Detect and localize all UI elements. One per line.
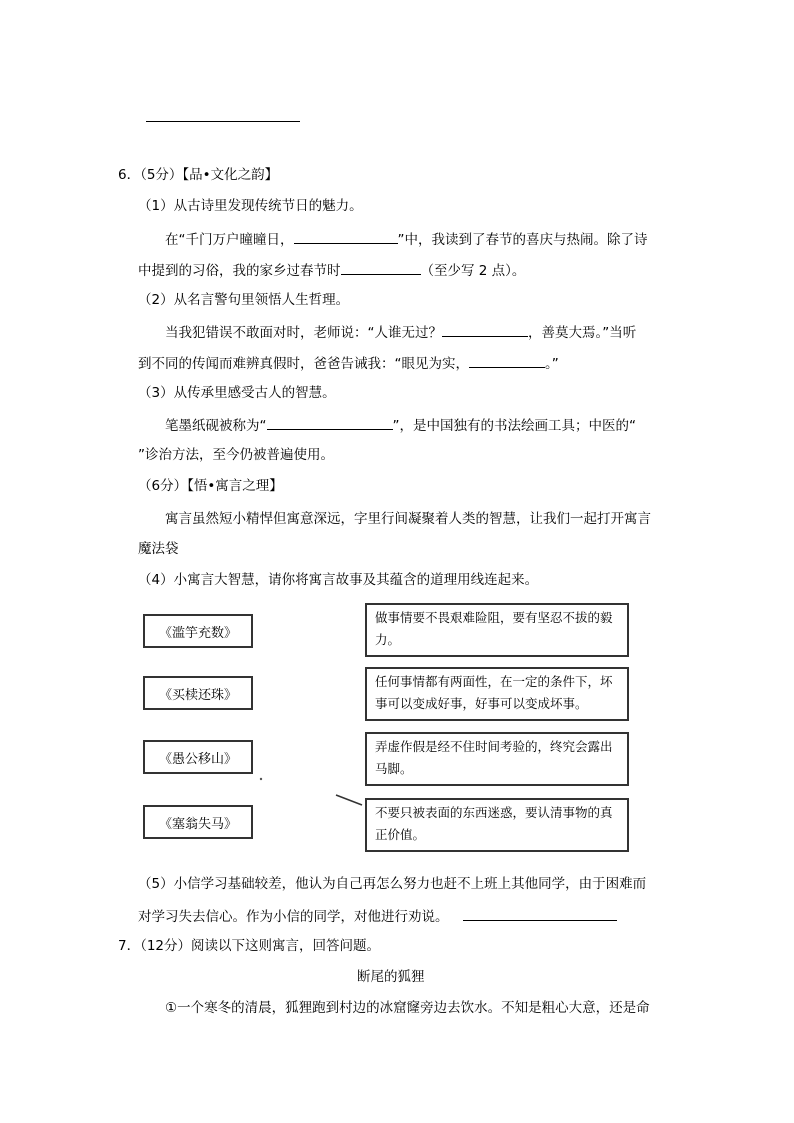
moral-box[interactable]: 不要只被表面的东西迷惑，要认清事物的真正价值。 <box>365 798 629 852</box>
answer-blank-line[interactable] <box>146 121 300 122</box>
fill-blank[interactable] <box>463 906 617 921</box>
moral-box[interactable]: 任何事情都有两面性，在一定的条件下，坏事可以变成好事，好事可以变成坏事。 <box>365 667 629 721</box>
fable-box[interactable]: 《滥竽充数》 <box>143 614 253 648</box>
fable-box[interactable]: 《愚公移山》 <box>143 740 253 774</box>
moral-box[interactable]: 弄虚作假是经不住时间考验的，终究会露出马脚。 <box>365 732 629 786</box>
fill-blank[interactable] <box>294 229 398 244</box>
q6-intro-line1: 寓言虽然短小精悍但寓意深远，字里行间凝聚着人类的智慧，让我们一起打开寓言 <box>165 511 651 527</box>
fable-box[interactable]: 《塞翁失马》 <box>143 805 253 839</box>
q6-intro-line2: 魔法袋 <box>138 541 179 557</box>
connecting-line <box>330 790 370 810</box>
fill-blank[interactable] <box>267 415 393 430</box>
dot-mark <box>258 776 266 784</box>
fable-box[interactable]: 《买椟还珠》 <box>143 676 253 710</box>
q7-header: 7．（12分）阅读以下这则寓言，回答问题。 <box>118 938 381 954</box>
q6-part2-line2: 到不同的传闻而难辨真假时，爸爸告诫我：“眼见为实， 。” <box>138 353 559 373</box>
q6-part2-line1: 当我犯错误不敢面对时，老师说：“人谁无过？ ，善莫大焉。”当听 <box>165 322 636 342</box>
q6-part1-line1: 在“千门万户曈曈日， ”中，我读到了春节的喜庆与热闹。除了诗 <box>165 229 648 249</box>
q6-part1-line2: 中提到的习俗，我的家乡过春节时 （至少写 2 点）。 <box>138 260 525 280</box>
fill-blank[interactable] <box>469 353 545 368</box>
q6-header: 6．（5分）【品•文化之韵】 <box>118 167 279 183</box>
moral-box[interactable]: 做事情要不畏艰难险阻，要有坚忍不拔的毅力。 <box>365 603 629 657</box>
q6-sub-header: （6分）【悟•寓言之理】 <box>138 478 283 494</box>
q7-paragraph: ①一个寒冬的清晨，狐狸跑到村边的冰窟窿旁边去饮水。不知是粗心大意，还是命 <box>165 1000 650 1016</box>
q6-part5-line2: 对学习失去信心。作为小信的同学，对他进行劝说。 <box>138 906 617 926</box>
q6-part3-line2: ”诊治方法，至今仍被普遍使用。 <box>138 447 334 463</box>
q6-part4-title: （4）小寓言大智慧，请你将寓言故事及其蕴含的道理用线连起来。 <box>138 572 539 588</box>
q6-part5-line1: （5）小信学习基础较差，他认为自己再怎么努力也赶不上班上其他同学，由于困难而 <box>138 876 647 892</box>
q6-part3-line1: 笔墨纸砚被称为“ ”，是中国独有的书法绘画工具；中医的“ <box>165 415 636 435</box>
fill-blank[interactable] <box>442 322 528 337</box>
q6-part2-title: （2）从名言警句里领悟人生哲理。 <box>138 292 350 308</box>
fill-blank[interactable] <box>341 260 421 275</box>
q7-title: 断尾的狐狸 <box>357 969 425 985</box>
q6-part3-title: （3）从传承里感受古人的智慧。 <box>138 385 336 401</box>
q6-part1-title: （1）从古诗里发现传统节日的魅力。 <box>138 198 363 214</box>
